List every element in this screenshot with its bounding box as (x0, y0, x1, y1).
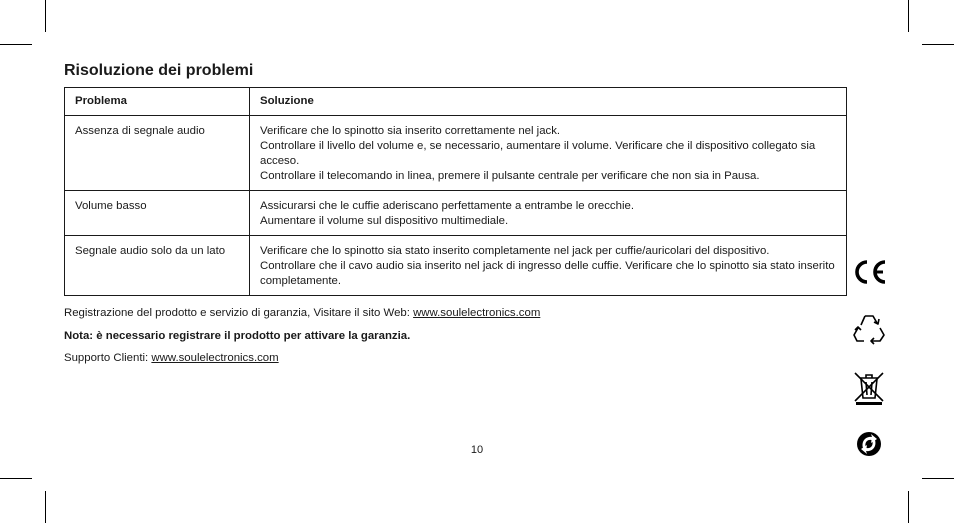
crop-mark (908, 0, 909, 32)
table-header-row (65, 88, 847, 116)
page-number: 10 (470, 444, 484, 456)
support-text: Supporto Clienti: (64, 352, 152, 364)
problem-cell: Volume basso (65, 191, 250, 236)
registration-text: Registrazione del prodotto e servizio di garanzia, Visitare il sito Web: (64, 307, 414, 319)
solution-cell (250, 191, 847, 236)
crop-mark (45, 491, 46, 523)
crop-mark (908, 491, 909, 523)
page-title: Risoluzione dei problemi (64, 62, 254, 79)
problem-cell: Segnale audio solo da un lato (65, 236, 250, 296)
column-header-problem: Problema (65, 88, 250, 116)
ce-mark-icon (850, 253, 888, 291)
weee-crossed-bin-icon (850, 369, 888, 407)
table-row (65, 236, 847, 296)
solution-line: Assicurarsi che le cuffie aderiscano perfettamente a entrambe le orecchie. (260, 200, 634, 212)
solution-cell (250, 236, 847, 296)
table-row (65, 116, 847, 191)
warranty-note: Nota: è necessario registrare il prodotto per attivare la garanzia. (64, 330, 411, 342)
solution-line: Controllare il telecomando in linea, premere il pulsante centrale per verificare che non sia in Pausa. (260, 170, 760, 182)
solution-line: Controllare che il cavo audio sia inserito nel jack di ingresso delle cuffie. Verificare che lo spinotto sia stato inserito completamente. (260, 260, 835, 287)
crop-mark (0, 478, 32, 479)
recycle-icon (850, 310, 888, 348)
solution-line: Verificare che lo spinotto sia stato inserito completamente nel jack per cuffie/auricolari del dispositivo. (260, 245, 770, 257)
crop-mark (0, 44, 32, 45)
crop-mark (922, 44, 954, 45)
registration-link[interactable]: www.soulelectronics.com (413, 307, 541, 319)
table-row (65, 191, 847, 236)
support-link[interactable]: www.soulelectronics.com (151, 352, 279, 364)
crop-mark (922, 478, 954, 479)
solution-line: Controllare il livello del volume e, se necessario, aumentare il volume. Verificare che il dispositivo collegato sia acceso. (260, 140, 816, 167)
troubleshooting-table (64, 87, 847, 296)
solution-cell (250, 116, 847, 191)
solution-line: Aumentare il volume sul dispositivo multimediale. (260, 215, 509, 227)
support-line (64, 351, 279, 366)
green-dot-icon (850, 425, 888, 463)
registration-line (64, 306, 540, 321)
problem-cell: Assenza di segnale audio (65, 116, 250, 191)
solution-line: Verificare che lo spinotto sia inserito correttamente nel jack. (260, 125, 561, 137)
column-header-solution: Soluzione (250, 88, 847, 116)
crop-mark (45, 0, 46, 32)
